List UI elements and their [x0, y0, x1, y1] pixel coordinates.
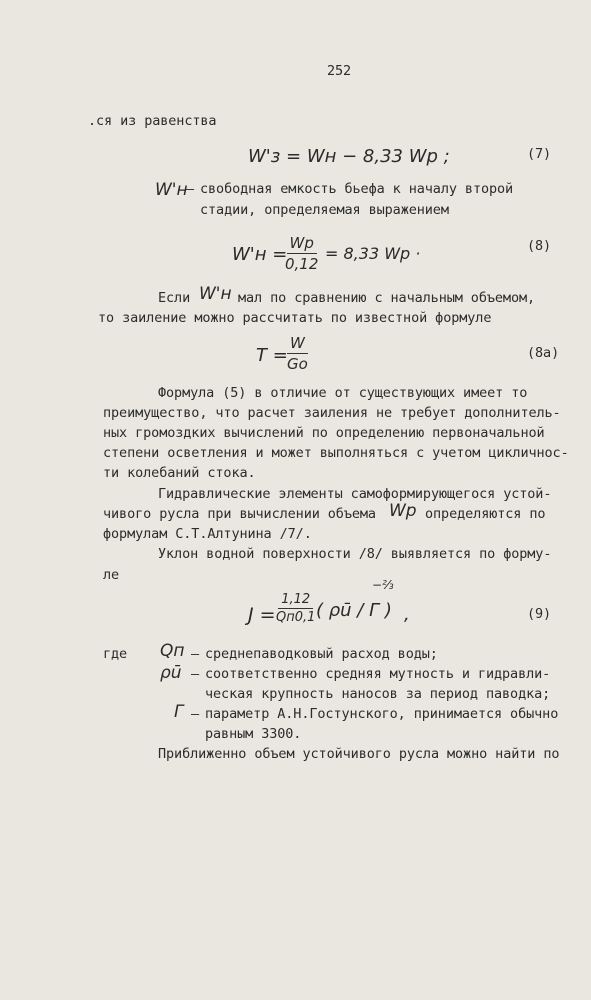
symbol-wp: Wр [389, 501, 417, 521]
text-line: определяются по [425, 506, 546, 522]
fraction-numerator: W [287, 334, 308, 354]
formula-eq7: W'з = Wн − 8,33 Wр ; [248, 146, 450, 167]
formula-eq9-lhs: J = [248, 604, 276, 626]
text-line: ных громоздких вычислений по определению первоначальной [103, 425, 545, 441]
text-line: ти колебаний стока. [103, 465, 256, 481]
formula-eq9-fraction [273, 592, 318, 625]
text-line: степени осветления и может выполняться с учетом цикличнос- [103, 445, 569, 461]
text-line: стадии, определяемая выражением [200, 202, 449, 218]
equation-number-9: (9) [527, 606, 552, 622]
page-number: 252 [327, 63, 352, 79]
equation-number-8a: (8а) [527, 345, 560, 361]
text-line: среднепаводковый расход воды; [205, 646, 438, 662]
formula-eq8a-fraction [284, 334, 311, 373]
text-line: равным 3300. [205, 726, 302, 742]
text-line: .ся из равенства [88, 113, 217, 129]
text-line: Уклон водной поверхности /8/ выявляется по форму- [158, 546, 552, 562]
formula-eq8-lhs: W'н = [232, 244, 288, 265]
text-line: мал по сравнению с начальным объемом, [238, 290, 536, 306]
text-line: Формула (5) в отличие от существующих имеет то [158, 385, 528, 401]
text-line: Если [158, 290, 191, 306]
text-line: Приближенно объем устойчивого русла можно найти по [158, 746, 560, 762]
text-dash: – [191, 706, 200, 722]
fraction-numerator: Wр [287, 234, 317, 254]
text-dash: – [191, 666, 200, 682]
text-line: свободная емкость бьефа к началу второй [200, 181, 514, 197]
text-line: соответственно средняя мутность и гидравли- [205, 666, 551, 682]
fraction-numerator: 1,12 [278, 592, 313, 609]
symbol-rho-u: ρū [160, 663, 182, 683]
formula-eq8a-lhs: T = [256, 345, 288, 366]
text-line: ле [103, 567, 120, 583]
equation-number-7: (7) [527, 146, 552, 162]
formula-eq8-fraction [282, 234, 321, 273]
text-line: формулам С.Т.Алтунина /7/. [103, 526, 312, 542]
text-line: то заиление можно рассчитать по известной формуле [98, 310, 492, 326]
formula-eq9-exponent: −⅔ [372, 578, 394, 592]
text-line: преимущество, что расчет заиления не требует дополнитель- [103, 405, 561, 421]
symbol-qp: Qп [160, 641, 185, 661]
text-line: чивого русла при вычислении объема [103, 506, 376, 522]
symbol-gamma: Г [174, 702, 184, 722]
fraction-denominator: Qп0,1 [276, 610, 316, 625]
text-line: Гидравлические элементы самоформирующегося устой- [158, 486, 552, 502]
text-dash: – [186, 181, 195, 197]
formula-eq8-rhs: = 8,33 Wр · [325, 244, 421, 263]
symbol-wh-prime: W'н [199, 284, 232, 304]
text-line: параметр А.Н.Гостунского, принимается обычно [205, 706, 559, 722]
text-line: ческая крупность наносов за период паводка; [205, 686, 551, 702]
formula-eq9-comma: , [404, 604, 410, 625]
text-line: где [103, 646, 128, 662]
fraction-denominator: Go [287, 355, 308, 373]
text-dash: – [191, 646, 200, 662]
equation-number-8: (8) [527, 238, 552, 254]
fraction-denominator: 0,12 [285, 255, 319, 273]
formula-eq9-paren: ( ρū / Г ) [316, 600, 392, 621]
symbol-wh-prime: W'н [155, 180, 188, 200]
